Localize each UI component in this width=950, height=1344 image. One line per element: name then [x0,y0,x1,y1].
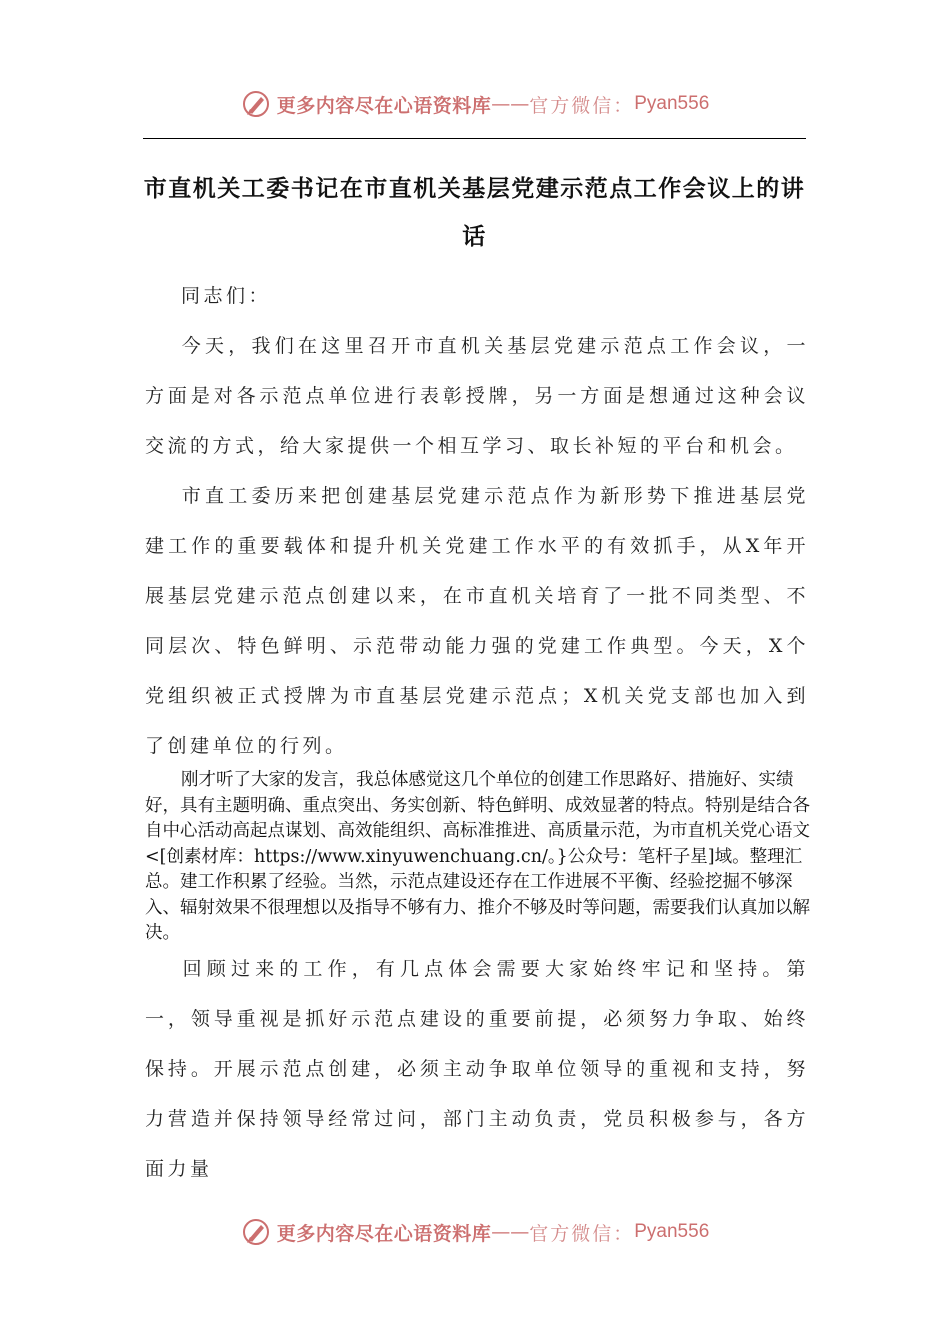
paragraph-1 [145,321,809,471]
banner-wechat-label: 官方微信： [529,94,635,117]
paragraph-2-text: 市直工委历来把创建基层党建示范点作为新形势下推进基层党建工作的重要载体和提升机关党建工作水平的有效抓手，从X年开展基层党建示范点创建以来，在市直机关培育了一批不同类型、不同层次、特色鲜明、示范带动能力强的党建工作典型。今天，X个党组织被正式授牌为市直基层党建示范点；X机关党支部也加入到了创建单位的行列。 [145,485,809,757]
footer-dash: —— [491,1221,530,1243]
banner-dash: —— [491,93,530,115]
paragraph-3-text: 刚才听了大家的发言，我总体感觉这几个单位的创建工作思路好、措施好、实绩好，具有主题明确、重点突出、务实创新、特色鲜明、成效显著的特点。特别是结合各自中心活动高起点谋划、高效能组织、高标准推进、高质量示范，为市直机关党心语文<[创素材库：https://www.xinyuwenchuang.cn/。}公众号：笔杆子星]域。整理汇总。建工作积累了经验。当然，示范点建设还存在工作进展不平衡、经验挖掘不够深入、辐射效果不很理想以及指导不够有力、推介不够及时等问题，需要我们认真加以解决。 [145,770,810,943]
footer-wechat-label: 官方微信： [529,1222,635,1245]
paragraph-3 [145,768,815,947]
salutation-text: 同志们： [181,285,272,307]
document-title: 市直机关工委书记在市直机关基层党建示范点工作会议上的讲话 [143,175,806,250]
footer-banner [0,1212,950,1252]
header-divider [143,138,806,139]
pen-logo-icon [241,1217,271,1247]
banner-wechat-id: Pyan556 [634,93,710,114]
footer-site-name: 更多内容尽在心语资料库 [276,1222,492,1245]
footer-wechat-id: Pyan556 [634,1221,710,1242]
paragraph-4-text: 回顾过来的工作，有几点体会需要大家始终牢记和坚持。第一，领导重视是抓好示范点建设的重要前提，必须努力争取、始终保持。开展示范点创建，必须主动争取单位领导的重视和支持，努力营造并保持领导经常过问，部门主动负责，党员积极参与，各方面力量 [145,958,809,1180]
paragraph-1-text: 今天，我们在这里召开市直机关基层党建示范点工作会议，一方面是对各示范点单位进行表彰授牌，另一方面是想通过这种会议交流的方式，给大家提供一个相互学习、取长补短的平台和机会。 [145,335,809,457]
paragraph-4 [145,944,809,1194]
pen-logo-icon [241,89,271,119]
paragraph-2 [145,471,809,771]
header-banner [0,84,950,124]
banner-site-name: 更多内容尽在心语资料库 [276,94,492,117]
salutation [145,271,809,321]
